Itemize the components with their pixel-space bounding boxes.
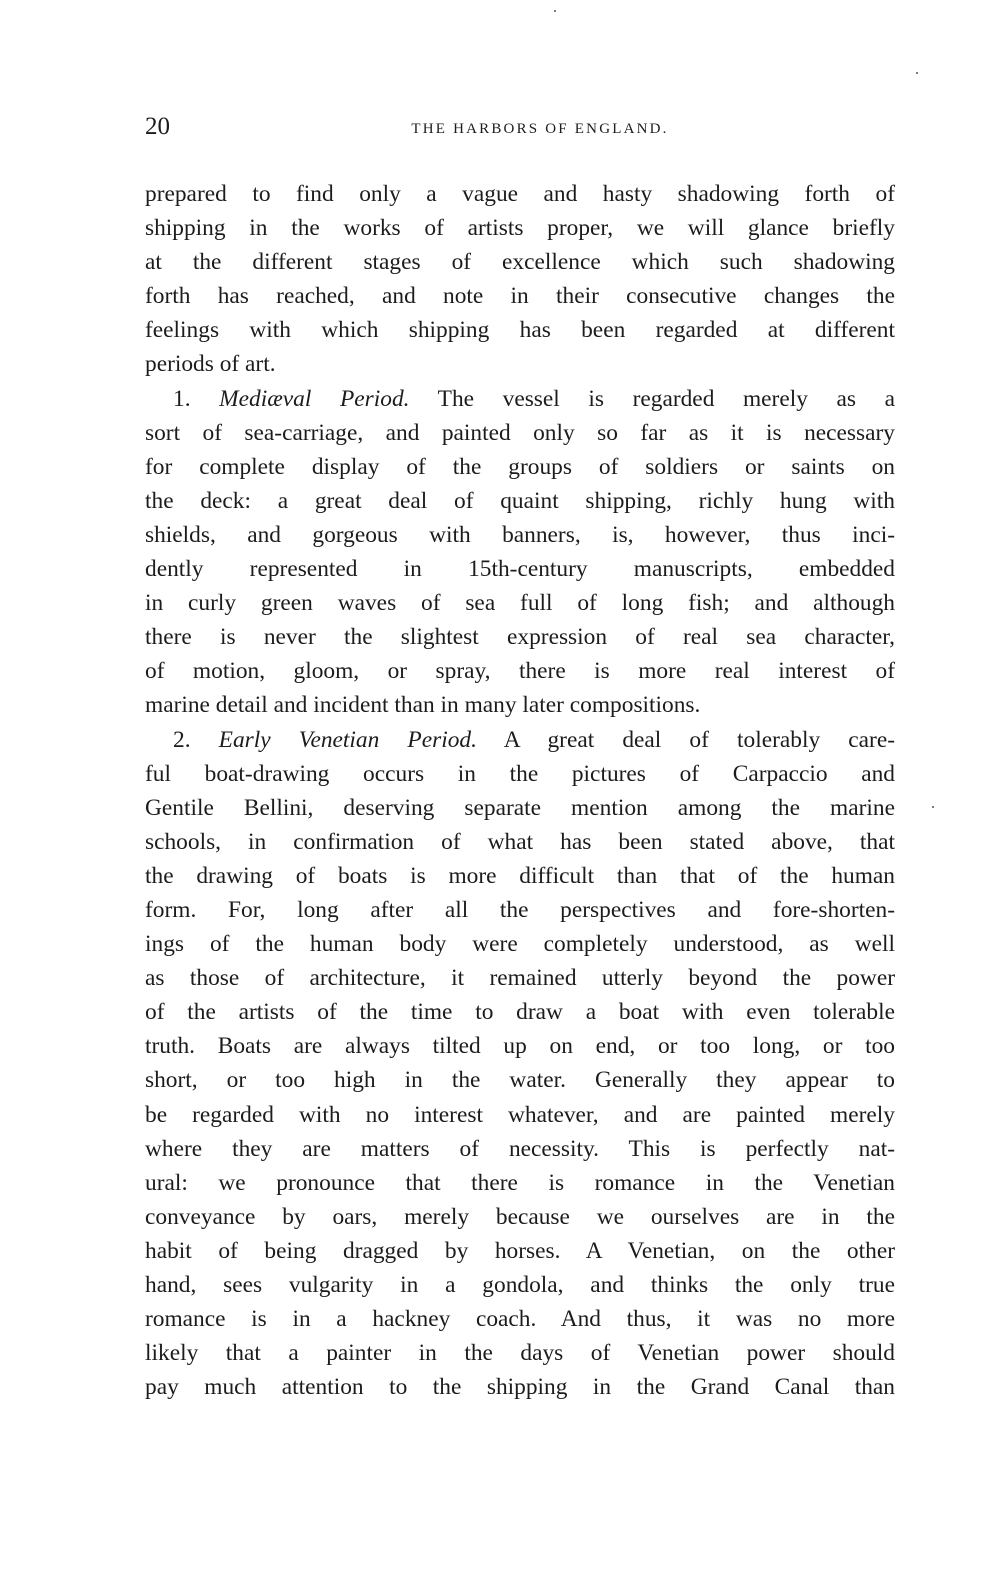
text-line [145, 484, 895, 518]
line-text: schools, in confirmation of what has been stated above, that [145, 828, 895, 855]
line-text: hand, sees vulgarity in a gondola, and thinks the only true [145, 1272, 895, 1298]
text-line [145, 382, 895, 416]
line-text: the drawing of boats is more difficult than that of the human [145, 862, 895, 889]
text-line [145, 245, 895, 279]
line-text: marine detail and incident than in many later compositions. [145, 692, 701, 719]
line-text: romance is in a hackney coach. And thus, it was no more [145, 1306, 895, 1333]
line-text: ural: we pronounce that there is romance in the Venetian [145, 1169, 895, 1196]
text-line [145, 1029, 895, 1063]
text-line [145, 995, 895, 1029]
line-text: ful boat-drawing occurs in the pictures of Carpaccio and [145, 760, 895, 787]
running-title: THE HARBORS OF ENGLAND. [411, 121, 669, 137]
text-line [145, 757, 895, 791]
text-line [145, 723, 895, 757]
line-text: where they are matters of necessity. This is perfectly nat- [145, 1135, 895, 1162]
text-line [145, 825, 895, 859]
scan-speck [932, 806, 934, 808]
section-number: 1. [173, 385, 220, 412]
line-text: form. For, long after all the perspectives and fore-shorten- [145, 896, 895, 923]
text-line [145, 552, 895, 586]
text-line [145, 313, 895, 347]
line-text: ings of the human body were completely understood, as well [145, 931, 895, 958]
line-text: at the different stages of excellence which such shadowing [145, 249, 895, 276]
text-line [145, 211, 895, 245]
line-text: dently represented in 15th-century manuscripts, embedded [145, 556, 895, 583]
line-text: of the artists of the time to draw a boat with even tolerable [145, 999, 895, 1026]
text-line [145, 893, 895, 927]
text-line [145, 791, 895, 825]
text-line [145, 1370, 895, 1404]
text-line [145, 518, 895, 552]
text-line [145, 416, 895, 450]
text-line [145, 1132, 895, 1166]
line-text: shields, and gorgeous with banners, is, however, thus inci- [145, 521, 895, 548]
line-text: likely that a painter in the days of Venetian power should [145, 1340, 895, 1367]
line-text: forth has reached, and note in their consecutive changes the [145, 283, 895, 310]
text-line [145, 1098, 895, 1132]
text-line [145, 279, 895, 313]
text-line [145, 586, 895, 620]
body-text [145, 177, 895, 1404]
line-text: as those of architecture, it remained utterly beyond the power [145, 965, 895, 992]
line-text: in curly green waves of sea full of long fish; and although [145, 590, 895, 617]
text-line [145, 1063, 895, 1097]
line-text: sort of sea-carriage, and painted only so far as it is necessary [145, 419, 895, 446]
text-line [145, 1200, 895, 1234]
text-line [145, 688, 895, 722]
text-line [145, 620, 895, 654]
line-text: pay much attention to the shipping in the Grand Canal than [145, 1374, 895, 1401]
line-text: there is never the slightest expression of real sea character, [145, 624, 895, 651]
line-text: habit of being dragged by horses. A Venetian, on the other [145, 1237, 895, 1264]
scan-speck [554, 10, 556, 12]
line-text: for complete display of the groups of soldiers or saints on [145, 453, 895, 480]
line-text: periods of art. [145, 351, 276, 378]
line-text: short, or too high in the water. Generally they appear to [145, 1067, 895, 1094]
text-line [145, 961, 895, 995]
page-header [145, 112, 895, 148]
text-line [145, 654, 895, 688]
line-text: feelings with which shipping has been regarded at different [145, 317, 895, 344]
line-text: A great deal of tolerably care- [476, 726, 896, 753]
text-line [145, 927, 895, 961]
text-line [145, 1166, 895, 1200]
text-line [145, 177, 895, 211]
line-text: of motion, gloom, or spray, there is more real interest of [145, 658, 895, 685]
line-text: shipping in the works of artists proper, we will glance briefly [145, 215, 895, 242]
scan-speck [916, 72, 918, 74]
line-text: prepared to find only a vague and hasty shadowing forth of [145, 181, 895, 207]
text-line [145, 1336, 895, 1370]
page-number: 20 [145, 113, 170, 140]
text-line [145, 347, 895, 381]
text-line [145, 1268, 895, 1302]
line-text: The vessel is regarded merely as a [409, 385, 895, 412]
section-heading: Early Venetian Period. [218, 726, 477, 753]
line-text: the deck: a great deal of quaint shipping, richly hung with [145, 487, 895, 514]
text-line [145, 1234, 895, 1268]
text-line [145, 450, 895, 484]
line-text: Gentile Bellini, deserving separate mention among the marine [145, 794, 895, 821]
line-text: conveyance by oars, merely because we ourselves are in the [145, 1203, 895, 1230]
text-line [145, 1302, 895, 1336]
line-text: truth. Boats are always tilted up on end, or too long, or too [145, 1033, 895, 1060]
section-number: 2. [173, 726, 219, 753]
line-text: be regarded with no interest whatever, and are painted merely [145, 1101, 895, 1128]
text-line [145, 859, 895, 893]
section-heading: Mediæval Period. [219, 385, 410, 412]
